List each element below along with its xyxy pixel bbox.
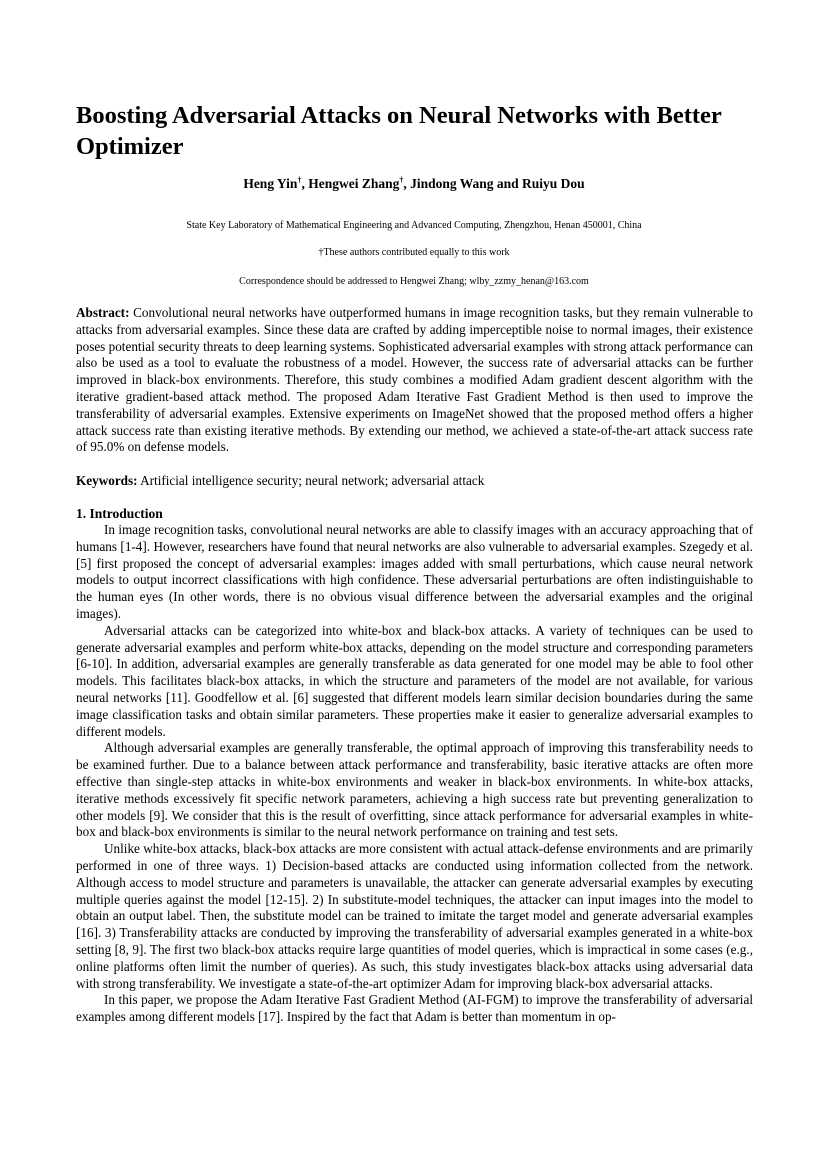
author-mark: † bbox=[297, 175, 302, 185]
keywords-text: Artificial intelligence security; neural network; adversarial attack bbox=[137, 473, 485, 488]
section-heading-introduction: 1. Introduction bbox=[76, 506, 163, 521]
author-name: Hengwei Zhang bbox=[308, 176, 400, 191]
paper-title: Boosting Adversarial Attacks on Neural Networks with Better Optimizer bbox=[76, 102, 722, 160]
paragraph: In image recognition tasks, convolutional neural networks are able to classify images with an accuracy approaching that of humans [1-4]. However, researchers have found that neural networks are also vulnerable to adversarial examples. Szegedy et al. [5] first proposed the concept of adversarial examples: images added with small perturbations, which cause neural network models to output incorrect classifications with high confidence. These adversarial perturbations are often indistinguishable to the human eyes (In other words, there is no obvious visual difference between the adversarial examples and the original images). bbox=[76, 522, 753, 621]
abstract-label: Abstract: bbox=[76, 305, 130, 320]
author-separator: , bbox=[403, 176, 411, 191]
paragraph: Adversarial attacks can be categorized into white-box and black-box attacks. A variety of techniques can be used to generate adversarial examples and perform white-box attacks, depending on the model structure and corresponding parameters [6-10]. In addition, adversarial examples are generally transferable as data generated for one model may be able to fool other models. This facilitates black-box attacks, in which the structure and parameters of the model are not available, for various neural networks [11]. Goodfellow et al. [6] suggested that different models learn similar decision boundaries during the same image classification tasks and obtain similar parameters. These properties make it easier to generalize adversarial examples to different models. bbox=[76, 622, 753, 739]
abstract-text: Convolutional neural networks have outperformed humans in image recognition tasks, but they remain vulnerable to attacks from adversarial examples. Since these data are crafted by adding imperceptible noise to normal images, their existence poses potential security threats to deep learning systems. Sophisticated adversarial examples with strong attack performance can also be used as a tool to evaluate the robustness of a model. However, the success rate of adversarial attacks can be further improved in black-box environments. Therefore, this study combines a modified Adam gradient descent algorithm with the iterative gradient-based attack method. The proposed Adam Iterative Fast Gradient Method is then used to improve the transferability of adversarial examples. Extensive experiments on ImageNet showed that the proposed method offers a higher attack success rate than existing iterative methods. By extending our method, we achieved a state-of-the-art attack success rate of 95.0% on defense models. bbox=[76, 305, 753, 455]
introduction-body bbox=[76, 522, 753, 1026]
paragraph: Unlike white-box attacks, black-box attacks are more consistent with actual attack-defense environments and are primarily performed in one of three ways. 1) Decision-based attacks are conducted using information collected from the network. Although access to model structure and parameters is unavailable, the attacker can generate adversarial examples by executing multiple queries against the model [12-15]. 2) In substitute-model techniques, the attacker can input images into the model to obtain an output label. Then, the substitute model can be trained to imitate the target model and generate adversarial examples [16]. 3) Transferability attacks are conducted by improving the transferability of adversarial examples generated in a white-box setting [8, 9]. The first two black-box attacks require large quantities of model queries, which is impractical in some cases (e.g., online platforms often limit the number of queries). As such, this study investigates black-box attacks using adversarial data with strong transferability. We investigate a state-of-the-art optimizer Adam for improving black-box adversarial attacks. bbox=[76, 841, 753, 991]
author-separator: , bbox=[301, 176, 309, 191]
author-name: Jindong Wang and Ruiyu Dou bbox=[410, 176, 585, 191]
correspondence-note: Correspondence should be addressed to Hengwei Zhang; wlby_zzmy_henan@163.com bbox=[239, 276, 589, 287]
equal-contribution-note: †These authors contributed equally to this work bbox=[318, 247, 510, 258]
keywords bbox=[76, 473, 753, 490]
paragraph: In this paper, we propose the Adam Iterative Fast Gradient Method (AI-FGM) to improve the transferability of adversarial examples among different models [17]. Inspired by the fact that Adam is better than momentum in op- bbox=[76, 992, 753, 1025]
abstract bbox=[76, 305, 753, 456]
author-list bbox=[0, 176, 828, 192]
author-mark: † bbox=[399, 175, 404, 185]
paragraph: Although adversarial examples are generally transferable, the optimal approach of improving this transferability needs to be examined further. Due to a balance between attack performance and transferability, basic iterative attacks are often more effective than single-step attacks in white-box environments and weaker in black-box environments. In white-box attacks, iterative methods excessively fit specific network parameters, achieving a high success rate but preventing generalization to other models [9]. We consider that this is the result of overfitting, since attack performance for adversarial examples in white-box and black-box environments is similar to the neural network performance on training and test sets. bbox=[76, 740, 753, 840]
affiliation: State Key Laboratory of Mathematical Engineering and Advanced Computing, Zhengzhou, Henan 450001, China bbox=[186, 220, 642, 231]
keywords-label: Keywords: bbox=[76, 473, 138, 488]
author-name: Heng Yin bbox=[243, 176, 298, 191]
